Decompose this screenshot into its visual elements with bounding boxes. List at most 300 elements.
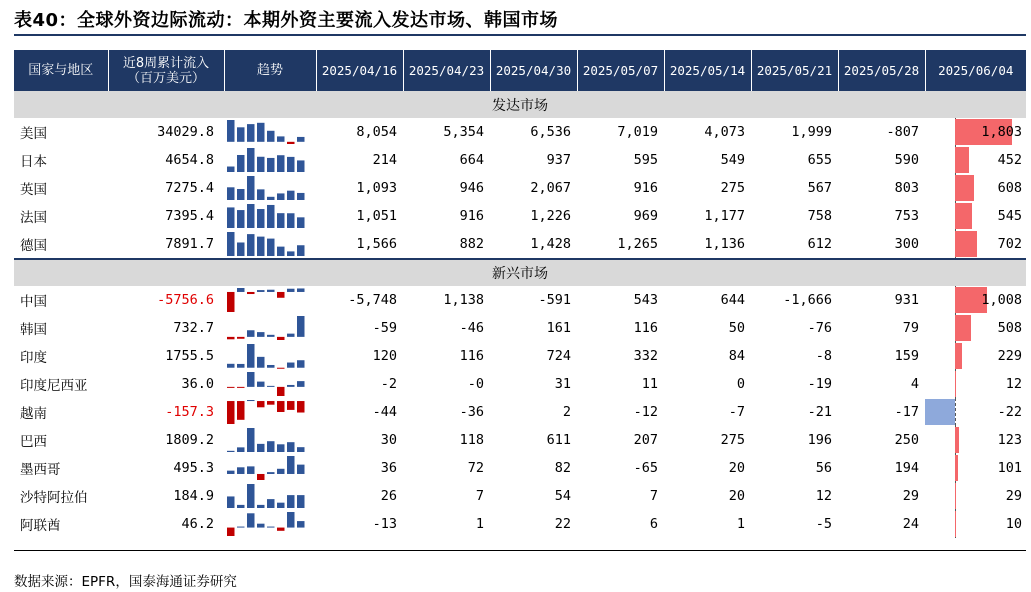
weekly-flow: 4 bbox=[910, 376, 919, 392]
trend-cell bbox=[224, 510, 316, 538]
sparkline-bar bbox=[247, 124, 255, 142]
section-header bbox=[14, 259, 1026, 286]
latest-flow-bar bbox=[925, 399, 955, 425]
table-row bbox=[14, 398, 1026, 426]
sparkline-bar bbox=[287, 289, 295, 292]
trend-cell bbox=[224, 398, 316, 426]
weekly-flow: 196 bbox=[807, 432, 832, 448]
weekly-flow: 82 bbox=[554, 460, 571, 476]
weekly-flow: 543 bbox=[633, 292, 658, 308]
cumulative-flow: -157.3 bbox=[165, 404, 214, 420]
weekly-flow: 1 bbox=[475, 516, 484, 532]
cumulative-flow: 34029.8 bbox=[157, 124, 214, 140]
sparkline-bar bbox=[287, 251, 295, 256]
table-row bbox=[14, 314, 1026, 342]
sparkline-bar bbox=[227, 471, 235, 474]
sparkline-bar bbox=[227, 232, 235, 256]
table-row bbox=[14, 286, 1026, 314]
sparkline-bar bbox=[297, 245, 305, 256]
weekly-flow: -13 bbox=[372, 516, 397, 532]
sparkline-bar bbox=[247, 428, 255, 452]
weekly-flow: -7 bbox=[728, 404, 745, 420]
weekly-flow: 332 bbox=[633, 348, 658, 364]
sparkline-bar bbox=[277, 503, 285, 508]
weekly-flow: 116 bbox=[459, 348, 484, 364]
header-date: 2025/05/21 bbox=[751, 50, 838, 91]
latest-flow-cell bbox=[925, 342, 1026, 370]
sparkline-bar bbox=[287, 442, 295, 452]
latest-flow-value: 452 bbox=[997, 152, 1022, 168]
header-date: 2025/05/07 bbox=[577, 50, 664, 91]
weekly-flow: 7 bbox=[649, 488, 658, 504]
sparkline-bar bbox=[257, 157, 265, 172]
table-row bbox=[14, 454, 1026, 482]
weekly-flow: 12 bbox=[815, 488, 832, 504]
weekly-flow: 916 bbox=[633, 180, 658, 196]
latest-flow-cell bbox=[925, 146, 1026, 174]
table-row bbox=[14, 342, 1026, 370]
header-date: 2025/04/23 bbox=[403, 50, 490, 91]
cumulative-flow: 36.0 bbox=[181, 376, 214, 392]
sparkline-bar bbox=[257, 524, 265, 528]
latest-flow-cell bbox=[925, 398, 1026, 426]
sparkline-bar bbox=[247, 148, 255, 172]
weekly-flow: 946 bbox=[459, 180, 484, 196]
sparkline-bar bbox=[287, 142, 295, 144]
sparkline-bar bbox=[287, 495, 295, 508]
latest-flow-value: 101 bbox=[997, 460, 1022, 476]
weekly-flow: 159 bbox=[894, 348, 919, 364]
weekly-flow: -21 bbox=[807, 404, 832, 420]
weekly-flow: -8 bbox=[815, 348, 832, 364]
sparkline-bar bbox=[237, 387, 245, 388]
header-cum-line1: 近8周累计流入 bbox=[122, 55, 210, 71]
table-row bbox=[14, 230, 1026, 259]
section-label: 新兴市场 bbox=[14, 259, 1026, 286]
table-row bbox=[14, 426, 1026, 454]
sparkline-bar bbox=[297, 288, 305, 292]
sparkline-bar bbox=[297, 217, 305, 228]
header-date: 2025/05/28 bbox=[838, 50, 925, 91]
weekly-flow: 6,536 bbox=[530, 124, 571, 140]
weekly-flow: 36 bbox=[380, 460, 397, 476]
latest-flow-cell bbox=[925, 286, 1026, 314]
cumulative-flow: 1809.2 bbox=[165, 432, 214, 448]
country-name: 英国 bbox=[20, 182, 47, 198]
table-row bbox=[14, 370, 1026, 398]
weekly-flow: 194 bbox=[894, 460, 919, 476]
header-date: 2025/06/04 bbox=[925, 50, 1026, 91]
trend-sparkline bbox=[224, 146, 316, 174]
sparkline-bar bbox=[287, 401, 295, 410]
latest-flow-value: 29 bbox=[1005, 488, 1022, 504]
country-name: 日本 bbox=[20, 154, 47, 170]
weekly-flow: 207 bbox=[633, 432, 658, 448]
weekly-flow: -12 bbox=[633, 404, 658, 420]
sparkline-bar bbox=[237, 401, 245, 420]
weekly-flow: -46 bbox=[459, 320, 484, 336]
sparkline-bar bbox=[267, 131, 275, 142]
trend-cell bbox=[224, 230, 316, 259]
sparkline-bar bbox=[247, 330, 255, 337]
weekly-flow: -36 bbox=[459, 404, 484, 420]
latest-flow-value: -22 bbox=[997, 404, 1022, 420]
country-name: 印度 bbox=[20, 350, 47, 366]
trend-sparkline bbox=[224, 370, 316, 398]
sparkline-bar bbox=[227, 401, 235, 424]
weekly-flow: 7,019 bbox=[617, 124, 658, 140]
sparkline-bar bbox=[297, 360, 305, 368]
sparkline-bar bbox=[237, 127, 245, 142]
sparkline-bar bbox=[277, 193, 285, 200]
sparkline-bar bbox=[247, 484, 255, 508]
country-name: 阿联酋 bbox=[20, 518, 61, 534]
weekly-flow: 916 bbox=[459, 208, 484, 224]
sparkline-bar bbox=[287, 191, 295, 200]
sparkline-bar bbox=[267, 441, 275, 452]
weekly-flow: 2,067 bbox=[530, 180, 571, 196]
weekly-flow: 753 bbox=[894, 208, 919, 224]
trend-sparkline bbox=[224, 230, 316, 258]
weekly-flow: -76 bbox=[807, 320, 832, 336]
sparkline-bar bbox=[277, 469, 285, 474]
latest-flow-bar bbox=[955, 343, 962, 369]
sparkline-bar bbox=[237, 189, 245, 200]
weekly-flow: 29 bbox=[902, 488, 919, 504]
latest-flow-bar bbox=[955, 511, 956, 537]
zero-axis bbox=[955, 398, 956, 426]
trend-cell bbox=[224, 202, 316, 230]
weekly-flow: 595 bbox=[633, 152, 658, 168]
weekly-flow: 31 bbox=[554, 376, 571, 392]
country-name: 中国 bbox=[20, 294, 47, 310]
table-row bbox=[14, 118, 1026, 146]
cumulative-flow: 495.3 bbox=[173, 460, 214, 476]
sparkline-bar bbox=[257, 444, 265, 452]
sparkline-bar bbox=[227, 167, 235, 172]
cumulative-flow: 4654.8 bbox=[165, 152, 214, 168]
sparkline-bar bbox=[247, 344, 255, 368]
header-region: 国家与地区 bbox=[14, 50, 108, 91]
sparkline-bar bbox=[267, 527, 275, 528]
trend-sparkline bbox=[224, 118, 316, 146]
sparkline-bar bbox=[237, 505, 245, 508]
sparkline-bar bbox=[287, 385, 295, 387]
latest-flow-cell bbox=[925, 202, 1026, 230]
latest-flow-cell bbox=[925, 174, 1026, 202]
trend-cell bbox=[224, 426, 316, 454]
latest-flow-bar bbox=[955, 455, 958, 481]
weekly-flow: 1,093 bbox=[356, 180, 397, 196]
sparkline-bar bbox=[227, 292, 235, 312]
sparkline-bar bbox=[227, 207, 235, 228]
sparkline-bar bbox=[267, 290, 275, 292]
cumulative-flow: 1755.5 bbox=[165, 348, 214, 364]
weekly-flow: 758 bbox=[807, 208, 832, 224]
weekly-flow: 20 bbox=[728, 460, 745, 476]
latest-flow-value: 508 bbox=[997, 320, 1022, 336]
latest-flow-value: 1,803 bbox=[981, 124, 1022, 140]
latest-flow-value: 1,008 bbox=[981, 292, 1022, 308]
sparkline-bar bbox=[277, 136, 285, 141]
sparkline-bar bbox=[227, 337, 235, 339]
weekly-flow: 644 bbox=[720, 292, 745, 308]
weekly-flow: -5 bbox=[815, 516, 832, 532]
sparkline-bar bbox=[277, 337, 285, 340]
trend-sparkline bbox=[224, 174, 316, 202]
weekly-flow: 84 bbox=[728, 348, 745, 364]
sparkline-bar bbox=[257, 290, 265, 292]
sparkline-bar bbox=[297, 137, 305, 142]
weekly-flow: 26 bbox=[380, 488, 397, 504]
latest-flow-cell bbox=[925, 230, 1026, 259]
sparkline-bar bbox=[267, 335, 275, 337]
sparkline-bar bbox=[277, 213, 285, 228]
sparkline-bar bbox=[257, 332, 265, 337]
sparkline-bar bbox=[227, 364, 235, 368]
sparkline-bar bbox=[297, 465, 305, 474]
weekly-flow: 275 bbox=[720, 180, 745, 196]
trend-sparkline bbox=[224, 454, 316, 482]
sparkline-bar bbox=[247, 204, 255, 228]
sparkline-bar bbox=[227, 387, 235, 388]
sparkline-bar bbox=[257, 357, 265, 368]
trend-cell bbox=[224, 314, 316, 342]
weekly-flow: 1,177 bbox=[704, 208, 745, 224]
source-note: 数据来源：EPFR，国泰海通证券研究 bbox=[14, 574, 237, 590]
weekly-flow: 1,138 bbox=[443, 292, 484, 308]
sparkline-bar bbox=[247, 466, 255, 474]
latest-flow-cell bbox=[925, 118, 1026, 146]
weekly-flow: 1,051 bbox=[356, 208, 397, 224]
sparkline-bar bbox=[257, 474, 265, 480]
trend-cell bbox=[224, 118, 316, 146]
trend-sparkline bbox=[224, 342, 316, 370]
weekly-flow: 724 bbox=[546, 348, 571, 364]
sparkline-bar bbox=[257, 505, 265, 508]
trend-sparkline bbox=[224, 482, 316, 510]
header-cum-line2: （百万美元） bbox=[126, 70, 205, 86]
trend-sparkline bbox=[224, 426, 316, 454]
fund-flow-table bbox=[14, 50, 1026, 538]
country-name: 巴西 bbox=[20, 434, 47, 450]
sparkline-bar bbox=[257, 237, 265, 256]
sparkline-bar bbox=[247, 176, 255, 200]
weekly-flow: 56 bbox=[815, 460, 832, 476]
header-row bbox=[14, 50, 1026, 91]
weekly-flow: 567 bbox=[807, 180, 832, 196]
latest-flow-bar bbox=[955, 175, 974, 201]
sparkline-bar bbox=[267, 499, 275, 508]
country-name: 沙特阿拉伯 bbox=[20, 490, 88, 506]
weekly-flow: -59 bbox=[372, 320, 397, 336]
weekly-flow: 250 bbox=[894, 432, 919, 448]
weekly-flow: 118 bbox=[459, 432, 484, 448]
weekly-flow: 54 bbox=[554, 488, 571, 504]
sparkline-bar bbox=[247, 513, 255, 527]
trend-cell bbox=[224, 454, 316, 482]
latest-flow-value: 545 bbox=[997, 208, 1022, 224]
weekly-flow: 22 bbox=[554, 516, 571, 532]
latest-flow-bar bbox=[955, 315, 971, 341]
sparkline-bar bbox=[287, 157, 295, 172]
country-name: 印度尼西亚 bbox=[20, 378, 88, 394]
latest-flow-value: 229 bbox=[997, 348, 1022, 364]
weekly-flow: -65 bbox=[633, 460, 658, 476]
bottom-rule bbox=[14, 550, 1026, 551]
trend-cell bbox=[224, 370, 316, 398]
weekly-flow: -5,748 bbox=[348, 292, 397, 308]
sparkline-bar bbox=[257, 189, 265, 200]
sparkline-bar bbox=[277, 528, 285, 531]
sparkline-bar bbox=[297, 193, 305, 200]
country-name: 韩国 bbox=[20, 322, 47, 338]
weekly-flow: 1,265 bbox=[617, 236, 658, 252]
latest-flow-bar bbox=[955, 231, 977, 257]
sparkline-bar bbox=[237, 242, 245, 256]
table-row bbox=[14, 146, 1026, 174]
weekly-flow: 612 bbox=[807, 236, 832, 252]
table-row bbox=[14, 510, 1026, 538]
sparkline-bar bbox=[227, 496, 235, 508]
sparkline-bar bbox=[287, 213, 295, 228]
weekly-flow: 1,226 bbox=[530, 208, 571, 224]
weekly-flow: 30 bbox=[380, 432, 397, 448]
sparkline-bar bbox=[237, 155, 245, 172]
sparkline-bar bbox=[227, 528, 235, 536]
sparkline-bar bbox=[257, 209, 265, 228]
weekly-flow: -44 bbox=[372, 404, 397, 420]
sparkline-bar bbox=[267, 401, 275, 405]
latest-flow-value: 12 bbox=[1005, 376, 1022, 392]
weekly-flow: 300 bbox=[894, 236, 919, 252]
weekly-flow: 590 bbox=[894, 152, 919, 168]
trend-sparkline bbox=[224, 314, 316, 342]
weekly-flow: 275 bbox=[720, 432, 745, 448]
trend-sparkline bbox=[224, 398, 316, 426]
weekly-flow: -19 bbox=[807, 376, 832, 392]
latest-flow-bar bbox=[955, 427, 959, 453]
country-name: 德国 bbox=[20, 238, 47, 254]
table-row bbox=[14, 482, 1026, 510]
sparkline-bar bbox=[267, 197, 275, 200]
weekly-flow: 50 bbox=[728, 320, 745, 336]
weekly-flow: 655 bbox=[807, 152, 832, 168]
weekly-flow: 2 bbox=[562, 404, 571, 420]
latest-flow-cell bbox=[925, 426, 1026, 454]
weekly-flow: 937 bbox=[546, 152, 571, 168]
sparkline-bar bbox=[247, 400, 255, 401]
sparkline-bar bbox=[297, 381, 305, 387]
cumulative-flow: 46.2 bbox=[181, 516, 214, 532]
country-name: 法国 bbox=[20, 210, 47, 226]
cumulative-flow: 7275.4 bbox=[165, 180, 214, 196]
sparkline-bar bbox=[277, 368, 285, 369]
weekly-flow: -0 bbox=[467, 376, 484, 392]
sparkline-bar bbox=[237, 467, 245, 474]
latest-flow-cell bbox=[925, 370, 1026, 398]
table-row bbox=[14, 174, 1026, 202]
sparkline-bar bbox=[227, 451, 235, 452]
sparkline-bar bbox=[237, 210, 245, 228]
sparkline-bar bbox=[247, 234, 255, 256]
sparkline-bar bbox=[277, 387, 285, 396]
sparkline-bar bbox=[267, 205, 275, 228]
sparkline-bar bbox=[287, 363, 295, 368]
weekly-flow: 20 bbox=[728, 488, 745, 504]
table-row bbox=[14, 202, 1026, 230]
weekly-flow: 1 bbox=[736, 516, 745, 532]
latest-flow-bar bbox=[955, 203, 972, 229]
trend-cell bbox=[224, 342, 316, 370]
weekly-flow: 969 bbox=[633, 208, 658, 224]
sparkline-bar bbox=[227, 120, 235, 142]
country-name: 美国 bbox=[20, 126, 47, 142]
weekly-flow: 11 bbox=[641, 376, 658, 392]
latest-flow-value: 10 bbox=[1005, 516, 1022, 532]
latest-flow-value: 123 bbox=[997, 432, 1022, 448]
sparkline-bar bbox=[267, 158, 275, 172]
weekly-flow: -1,666 bbox=[783, 292, 832, 308]
sparkline-bar bbox=[297, 160, 305, 172]
sparkline-bar bbox=[237, 364, 245, 368]
trend-cell bbox=[224, 286, 316, 314]
weekly-flow: 120 bbox=[372, 348, 397, 364]
sparkline-bar bbox=[277, 401, 285, 412]
latest-flow-cell bbox=[925, 510, 1026, 538]
sparkline-bar bbox=[297, 316, 305, 337]
section-header bbox=[14, 91, 1026, 118]
sparkline-bar bbox=[257, 123, 265, 142]
weekly-flow: -2 bbox=[380, 376, 397, 392]
sparkline-bar bbox=[297, 521, 305, 527]
latest-flow-value: 608 bbox=[997, 180, 1022, 196]
weekly-flow: 931 bbox=[894, 292, 919, 308]
sparkline-bar bbox=[267, 386, 275, 387]
cumulative-flow: 7891.7 bbox=[165, 236, 214, 252]
weekly-flow: 1,999 bbox=[791, 124, 832, 140]
sparkline-bar bbox=[277, 247, 285, 256]
sparkline-bar bbox=[227, 187, 235, 200]
weekly-flow: 8,054 bbox=[356, 124, 397, 140]
weekly-flow: -17 bbox=[894, 404, 919, 420]
weekly-flow: 1,136 bbox=[704, 236, 745, 252]
latest-flow-cell bbox=[925, 454, 1026, 482]
sparkline-bar bbox=[237, 527, 245, 528]
trend-cell bbox=[224, 482, 316, 510]
header-date: 2025/04/30 bbox=[490, 50, 577, 91]
sparkline-bar bbox=[237, 447, 245, 452]
sparkline-bar bbox=[297, 495, 305, 508]
weekly-flow: 549 bbox=[720, 152, 745, 168]
sparkline-bar bbox=[247, 372, 255, 387]
header-cumulative bbox=[108, 50, 224, 91]
latest-flow-bar bbox=[955, 371, 956, 397]
weekly-flow: 0 bbox=[736, 376, 745, 392]
country-name: 越南 bbox=[20, 406, 47, 422]
weekly-flow: 6 bbox=[649, 516, 658, 532]
top-rule bbox=[14, 34, 1026, 36]
sparkline-bar bbox=[237, 337, 245, 339]
sparkline-bar bbox=[287, 512, 295, 528]
weekly-flow: 214 bbox=[372, 152, 397, 168]
weekly-flow: 5,354 bbox=[443, 124, 484, 140]
sparkline-bar bbox=[267, 239, 275, 256]
weekly-flow: 79 bbox=[902, 320, 919, 336]
trend-sparkline bbox=[224, 286, 316, 314]
weekly-flow: -591 bbox=[538, 292, 571, 308]
latest-flow-bar bbox=[955, 483, 956, 509]
